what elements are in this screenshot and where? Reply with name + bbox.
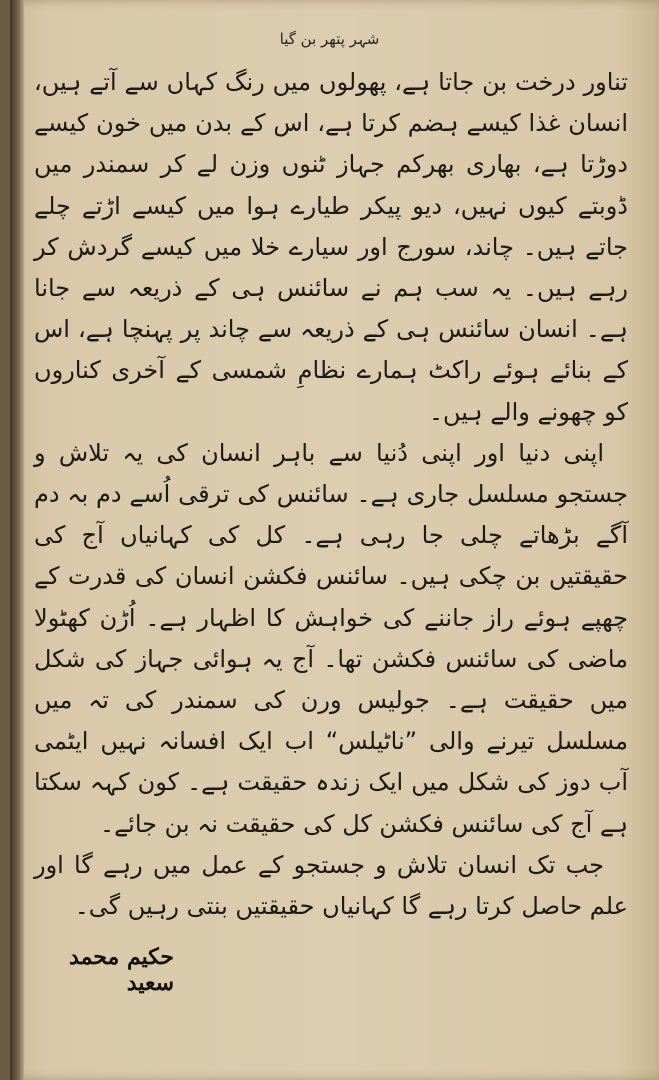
running-title: شہر پتھر بن گیا	[279, 30, 380, 48]
page-binding-shadow	[10, 0, 24, 1080]
paragraph-1: تناور درخت بن جاتا ہے، پھولوں میں رنگ کہاں سے آتے ہیں، انسان غذا کیسے ہضم کرتا ہے، اس کے بدن میں خون کیسے دوڑتا ہے، بھاری بھرکم جہاز ٹنوں وزن لے کر سمندر میں ڈوبتے کیوں نہیں، دیو پیکر طیارے ہوا میں کیسے اڑتے چلے جاتے ہیں۔ چاند، سورج اور سیارے خلا میں کیسے گردش کر رہے ہیں۔ یہ سب ہم نے سائنس ہی کے ذریعہ سے جانا ہے۔ انسان سائنس ہی کے ذریعہ سے چاند پر پہنچا ہے، اس کے بنائے ہوئے راکٹ ہمارے نظامِ شمسی کے آخری کناروں کو چھونے والے ہیں۔	[34, 68, 628, 426]
body-text	[34, 62, 628, 927]
author-signature: حکیم محمد سعید	[69, 944, 174, 996]
paragraph-2: اپنی دنیا اور اپنی دُنیا سے باہر انسان کی یہ تلاش و جستجو مسلسل جاری ہے۔ سائنس کی ترقی اُسے دم بہ دم آگے بڑھاتے چلی جا رہی ہے۔ کل کی کہانیاں آج کی حقیقتیں بن چکی ہیں۔ سائنس فکشن انسان کی قدرت کے چھپے ہوئے راز جاننے کی خواہش کا اظہار ہے۔ اُڑن کھٹولا ماضی کی سائنس فکشن تھا۔ آج یہ ہوائی جہاز کی شکل میں حقیقت ہے۔ جولیس ورن کی سمندر کی تہ میں مسلسل تیرنے والی ”ناٹیلس“ اب ایک افسانہ نہیں ایٹمی آب دوز کی شکل میں ایک زندہ حقیقت ہے۔ کون کہہ سکتا ہے آج کی سائنس فکشن کل کی حقیقت نہ بن جائے۔	[34, 438, 628, 838]
paragraph-3: جب تک انسان تلاش و جستجو کے عمل میں رہے گا اور علم حاصل کرتا رہے گا کہانیاں حقیقتیں بنتی رہیں گی۔	[34, 850, 628, 921]
